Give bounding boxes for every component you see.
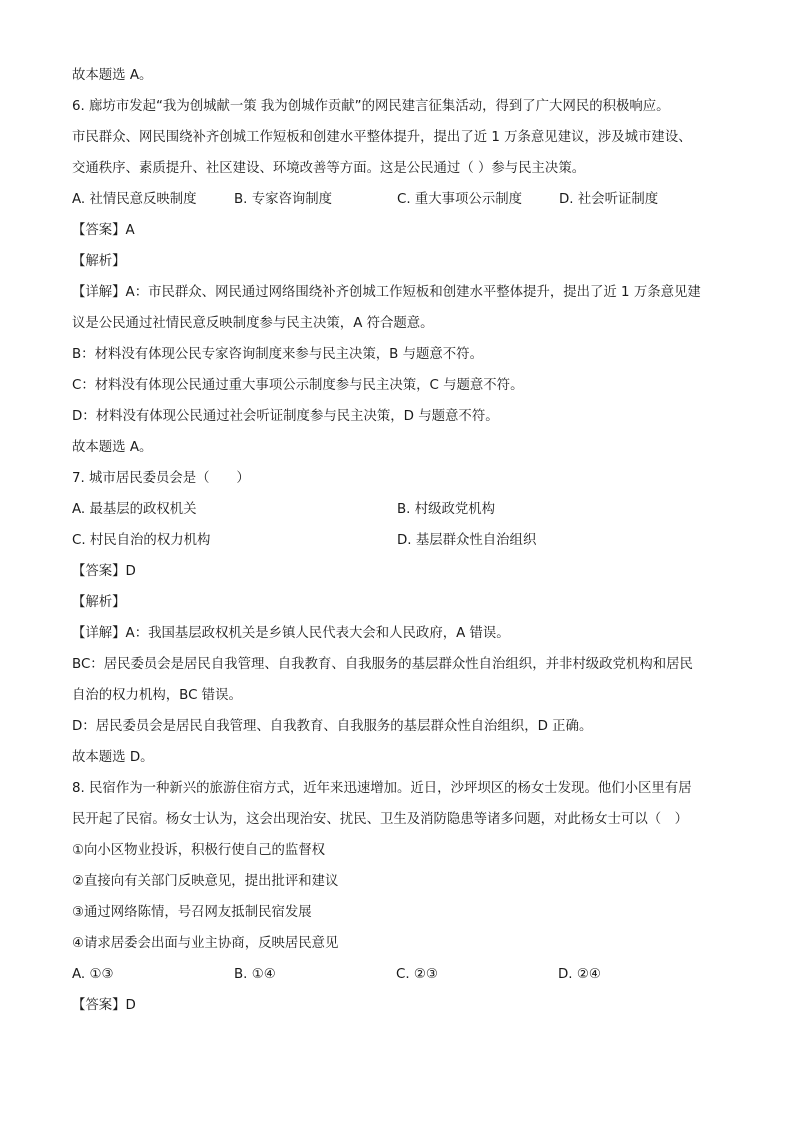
question-7-options-row-2 (72, 525, 722, 556)
question-8-options (72, 959, 722, 990)
question-7-answer: 【答案】D (72, 564, 136, 579)
question-7-detail-line-2: BC：居民委员会是居民自我管理、自我教育、自我服务的基层群众性自治组织，并非村级政党机构和居民 (72, 657, 693, 672)
question-6-detail-line-1: 【详解】A：市民群众、网民通过网络围绕补齐创城工作短板和创建水平整体提升，提出了近 1 万条意见建 (72, 285, 701, 300)
question-6-option-b: B. 专家咨询制度 (234, 192, 333, 207)
question-6-detail-line-3: B：材料没有体现公民专家咨询制度来参与民主决策，B 与题意不符。 (72, 347, 483, 362)
question-6-detail-line-2: 议是公民通过社情民意反映制度参与民主决策，A 符合题意。 (72, 316, 434, 331)
question-6-stem-line-2: 市民群众、网民围绕补齐创城工作短板和创建水平整体提升，提出了近 1 万条意见建议，涉及城市建设、 (72, 130, 692, 145)
question-8-answer: 【答案】D (72, 998, 136, 1013)
question-7-conclusion: 故本题选 D。 (72, 750, 154, 765)
question-8-option-b: B. ①④ (234, 967, 276, 982)
question-8-stem-line-1: 8. 民宿作为一种新兴的旅游住宿方式，近年来迅速增加。近日，沙坪坝区的杨女士发现。他们小区里有居 (72, 781, 692, 796)
question-8-option-d: D. ②④ (558, 967, 601, 982)
question-6-stem-line-1: 6. 廊坊市发起“我为创城献一策 我为创城作贡献”的网民建言征集活动，得到了广大网民的积极响应。 (72, 99, 670, 114)
question-6-answer: 【答案】A (72, 223, 135, 238)
question-7-analysis-heading: 【解析】 (72, 595, 126, 610)
question-7-detail-line-1: 【详解】A：我国基层政权机关是乡镇人民代表大会和人民政府，A 错误。 (72, 626, 510, 641)
question-7-detail-line-4: D：居民委员会是居民自我管理、自我教育、自我服务的基层群众性自治组织，D 正确。 (72, 719, 593, 734)
question-6-conclusion: 故本题选 A。 (72, 440, 153, 455)
question-7-option-a: A. 最基层的政权机关 (72, 502, 197, 517)
question-7-option-c: C. 村民自治的权力机构 (72, 533, 211, 548)
question-7-option-d: D. 基层群众性自治组织 (397, 533, 537, 548)
question-6-option-d: D. 社会听证制度 (559, 192, 659, 207)
question-8-stem-line-2: 民开起了民宿。杨女士认为，这会出现治安、扰民、卫生及消防隐患等诸多问题，对此杨女士可以（ ） (72, 812, 688, 827)
question-8-statement-2: ②直接向有关部门反映意见，提出批评和建议 (72, 874, 339, 889)
question-8-option-a: A. ①③ (72, 967, 114, 982)
question-6-detail-line-4: C：材料没有体现公民通过重大事项公示制度参与民主决策，C 与题意不符。 (72, 378, 524, 393)
question-7-stem: 7. 城市居民委员会是（ ） (72, 471, 250, 486)
question-8-statement-1: ①向小区物业投诉，积极行使自己的监督权 (72, 843, 326, 858)
question-6-stem-line-3: 交通秩序、素质提升、社区建设、环境改善等方面。这是公民通过（ ）参与民主决策。 (72, 161, 586, 176)
question-8-option-c: C. ②③ (396, 967, 438, 982)
question-6-option-a: A. 社情民意反映制度 (72, 192, 197, 207)
question-7-options-row-1 (72, 494, 722, 525)
question-6-detail-line-5: D：材料没有体现公民通过社会听证制度参与民主决策，D 与题意不符。 (72, 409, 499, 424)
question-6-analysis-heading: 【解析】 (72, 254, 126, 269)
question-7-option-b: B. 村级政党机构 (397, 502, 496, 517)
question-6-options (72, 184, 722, 215)
question-8-statement-3: ③通过网络陈情，号召网友抵制民宿发展 (72, 905, 312, 920)
question-7-detail-line-3: 自治的权力机构，BC 错误。 (72, 688, 242, 703)
document-page (72, 60, 722, 1021)
question-8-statement-4: ④请求居委会出面与业主协商，反映居民意见 (72, 936, 339, 951)
question-6-option-c: C. 重大事项公示制度 (397, 192, 522, 207)
conclusion-prev: 故本题选 A。 (72, 68, 153, 83)
